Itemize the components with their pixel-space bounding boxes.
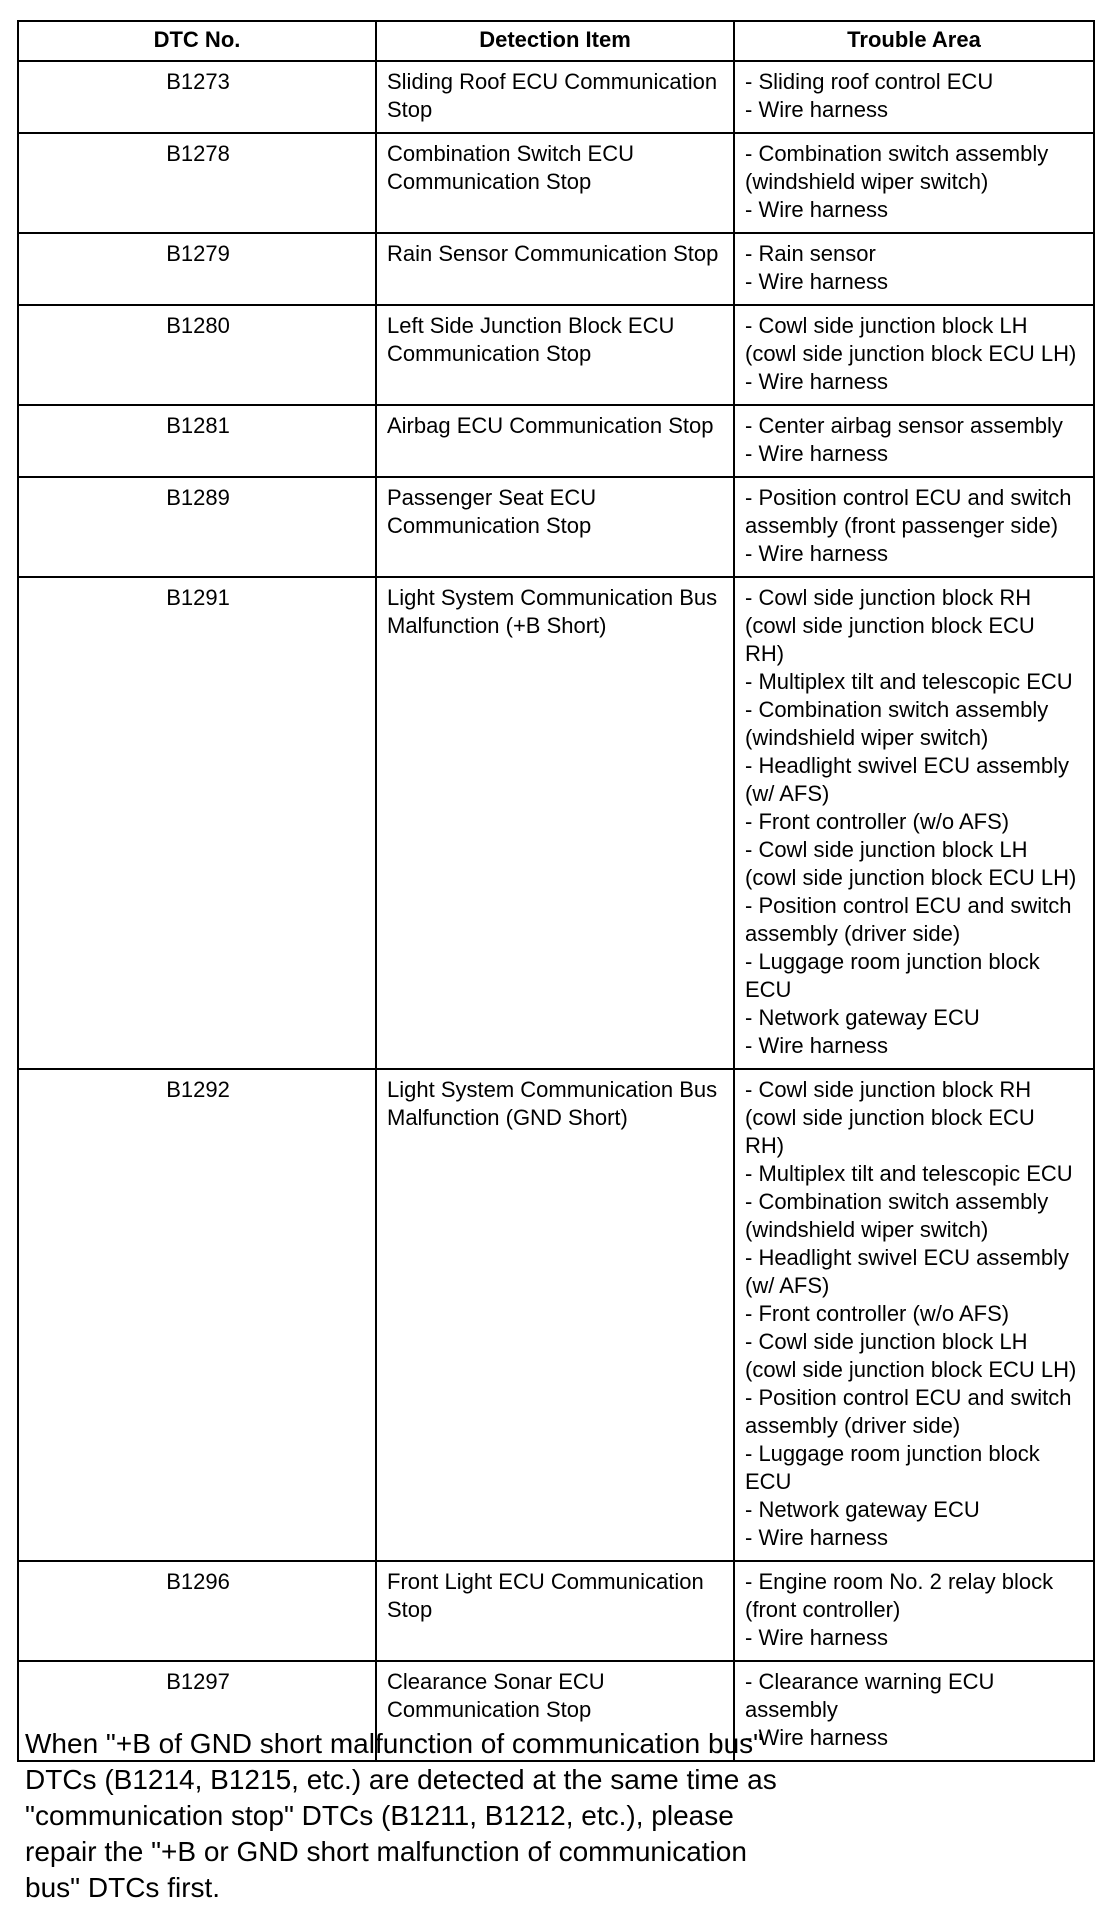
footnote [25, 1726, 925, 1906]
detection-item-line: Stop [387, 1597, 433, 1622]
header-trouble-area: Trouble Area [734, 21, 1094, 61]
trouble-area-line: assembly [745, 1697, 838, 1722]
trouble-area-line: (cowl side junction block ECU [745, 613, 1035, 638]
trouble-area-line: - Wire harness [745, 97, 889, 122]
trouble-area-line: - Cowl side junction block LH [745, 1329, 1028, 1354]
table-row [18, 1069, 1094, 1561]
trouble-area-line: assembly (front passenger side) [745, 513, 1059, 538]
detection-item-line: Front Light ECU Communication [387, 1569, 704, 1594]
trouble-area-line: - Rain sensor [745, 241, 876, 266]
detection-item-cell [376, 233, 734, 305]
trouble-area-line: assembly (driver side) [745, 1413, 961, 1438]
trouble-area-line: - Position control ECU and switch [745, 1385, 1072, 1410]
detection-item-cell [376, 305, 734, 405]
trouble-area-line: - Wire harness [745, 441, 889, 466]
detection-item-cell [376, 1069, 734, 1561]
table-row [18, 61, 1094, 133]
header-detection-item: Detection Item [376, 21, 734, 61]
detection-item-line: Stop [387, 97, 433, 122]
trouble-area-line: (windshield wiper switch) [745, 725, 989, 750]
trouble-area-line: - Multiplex tilt and telescopic ECU [745, 1161, 1073, 1186]
footnote-line: bus" DTCs first. [25, 1872, 221, 1903]
trouble-area-line: (front controller) [745, 1597, 901, 1622]
trouble-area-line: - Luggage room junction block [745, 949, 1040, 974]
table-row [18, 305, 1094, 405]
trouble-area-cell [734, 1069, 1094, 1561]
trouble-area-line: - Cowl side junction block LH [745, 313, 1028, 338]
trouble-area-cell [734, 1561, 1094, 1661]
table-header-row [18, 21, 1094, 61]
trouble-area-line: RH) [745, 641, 785, 666]
trouble-area-line: - Position control ECU and switch [745, 893, 1072, 918]
table-body [18, 61, 1094, 1761]
trouble-area-line: (w/ AFS) [745, 1273, 830, 1298]
trouble-area-cell [734, 477, 1094, 577]
dtc-code-cell: B1279 [18, 233, 376, 305]
table-row [18, 477, 1094, 577]
detection-item-cell [376, 577, 734, 1069]
detection-item-cell [376, 133, 734, 233]
table-row [18, 133, 1094, 233]
dtc-code-cell: B1280 [18, 305, 376, 405]
trouble-area-line: - Cowl side junction block RH [745, 1077, 1032, 1102]
trouble-area-line: (cowl side junction block ECU [745, 1105, 1035, 1130]
detection-item-line: Clearance Sonar ECU [387, 1669, 605, 1694]
trouble-area-cell [734, 233, 1094, 305]
dtc-code-cell: B1297 [18, 1661, 376, 1761]
dtc-code-cell: B1278 [18, 133, 376, 233]
table-row [18, 233, 1094, 305]
trouble-area-line: (windshield wiper switch) [745, 169, 989, 194]
trouble-area-cell [734, 305, 1094, 405]
footnote-line: repair the "+B or GND short malfunction of communication [25, 1836, 747, 1867]
trouble-area-line: (windshield wiper switch) [745, 1217, 989, 1242]
table-row [18, 577, 1094, 1069]
trouble-area-line: - Wire harness [745, 369, 889, 394]
trouble-area-line: (cowl side junction block ECU LH) [745, 1357, 1077, 1382]
detection-item-cell [376, 405, 734, 477]
trouble-area-line: (cowl side junction block ECU LH) [745, 865, 1077, 890]
trouble-area-line: (cowl side junction block ECU LH) [745, 341, 1077, 366]
detection-item-line: Sliding Roof ECU Communication [387, 69, 718, 94]
dtc-table [17, 20, 1095, 1762]
trouble-area-line: - Combination switch assembly [745, 141, 1049, 166]
trouble-area-line: - Wire harness [745, 1725, 889, 1750]
trouble-area-line: - Cowl side junction block LH [745, 837, 1028, 862]
dtc-code-cell: B1289 [18, 477, 376, 577]
trouble-area-line: ECU [745, 1469, 792, 1494]
trouble-area-line: - Front controller (w/o AFS) [745, 1301, 1010, 1326]
trouble-area-line: RH) [745, 1133, 785, 1158]
dtc-code-cell: B1273 [18, 61, 376, 133]
dtc-code-cell: B1292 [18, 1069, 376, 1561]
trouble-area-line: - Wire harness [745, 1525, 889, 1550]
dtc-code-cell: B1296 [18, 1561, 376, 1661]
trouble-area-line: (w/ AFS) [745, 781, 830, 806]
trouble-area-line: - Engine room No. 2 relay block [745, 1569, 1054, 1594]
trouble-area-line: - Clearance warning ECU [745, 1669, 995, 1694]
trouble-area-line: ECU [745, 977, 792, 1002]
detection-item-cell [376, 477, 734, 577]
detection-item-line: Communication Stop [387, 169, 592, 194]
trouble-area-line: - Cowl side junction block RH [745, 585, 1032, 610]
detection-item-cell [376, 61, 734, 133]
trouble-area-cell [734, 61, 1094, 133]
footnote-line: When "+B of GND short malfunction of communication bus" [25, 1728, 764, 1759]
detection-item-cell [376, 1561, 734, 1661]
detection-item-line: Malfunction (+B Short) [387, 613, 607, 638]
footnote-line: "communication stop" DTCs (B1211, B1212, etc.), please [25, 1800, 734, 1831]
trouble-area-line: - Wire harness [745, 1625, 889, 1650]
trouble-area-line: - Wire harness [745, 1033, 889, 1058]
table-row [18, 405, 1094, 477]
trouble-area-line: - Sliding roof control ECU [745, 69, 994, 94]
trouble-area-cell [734, 577, 1094, 1069]
trouble-area-line: - Network gateway ECU [745, 1005, 980, 1030]
trouble-area-line: - Network gateway ECU [745, 1497, 980, 1522]
trouble-area-line: - Wire harness [745, 541, 889, 566]
detection-item-line: Communication Stop [387, 513, 592, 538]
detection-item-line: Airbag ECU Communication Stop [387, 413, 714, 438]
trouble-area-line: - Combination switch assembly [745, 1189, 1049, 1214]
trouble-area-line: - Headlight swivel ECU assembly [745, 753, 1069, 778]
trouble-area-line: - Front controller (w/o AFS) [745, 809, 1010, 834]
detection-item-line: Rain Sensor Communication Stop [387, 241, 719, 266]
trouble-area-line: - Multiplex tilt and telescopic ECU [745, 669, 1073, 694]
detection-item-line: Light System Communication Bus [387, 1077, 718, 1102]
detection-item-line: Left Side Junction Block ECU [387, 313, 675, 338]
detection-item-line: Communication Stop [387, 1697, 592, 1722]
trouble-area-cell [734, 405, 1094, 477]
trouble-area-line: - Position control ECU and switch [745, 485, 1072, 510]
trouble-area-line: - Wire harness [745, 197, 889, 222]
table-row [18, 1561, 1094, 1661]
dtc-code-cell: B1291 [18, 577, 376, 1069]
detection-item-line: Combination Switch ECU [387, 141, 634, 166]
footnote-line: DTCs (B1214, B1215, etc.) are detected at the same time as [25, 1764, 777, 1795]
detection-item-line: Malfunction (GND Short) [387, 1105, 628, 1130]
detection-item-line: Light System Communication Bus [387, 585, 718, 610]
dtc-code-cell: B1281 [18, 405, 376, 477]
trouble-area-line: - Combination switch assembly [745, 697, 1049, 722]
trouble-area-line: - Wire harness [745, 269, 889, 294]
trouble-area-cell [734, 133, 1094, 233]
trouble-area-line: - Headlight swivel ECU assembly [745, 1245, 1069, 1270]
detection-item-line: Passenger Seat ECU [387, 485, 597, 510]
detection-item-line: Communication Stop [387, 341, 592, 366]
header-dtc-no: DTC No. [18, 21, 376, 61]
trouble-area-line: assembly (driver side) [745, 921, 961, 946]
trouble-area-line: - Luggage room junction block [745, 1441, 1040, 1466]
trouble-area-line: - Center airbag sensor assembly [745, 413, 1063, 438]
